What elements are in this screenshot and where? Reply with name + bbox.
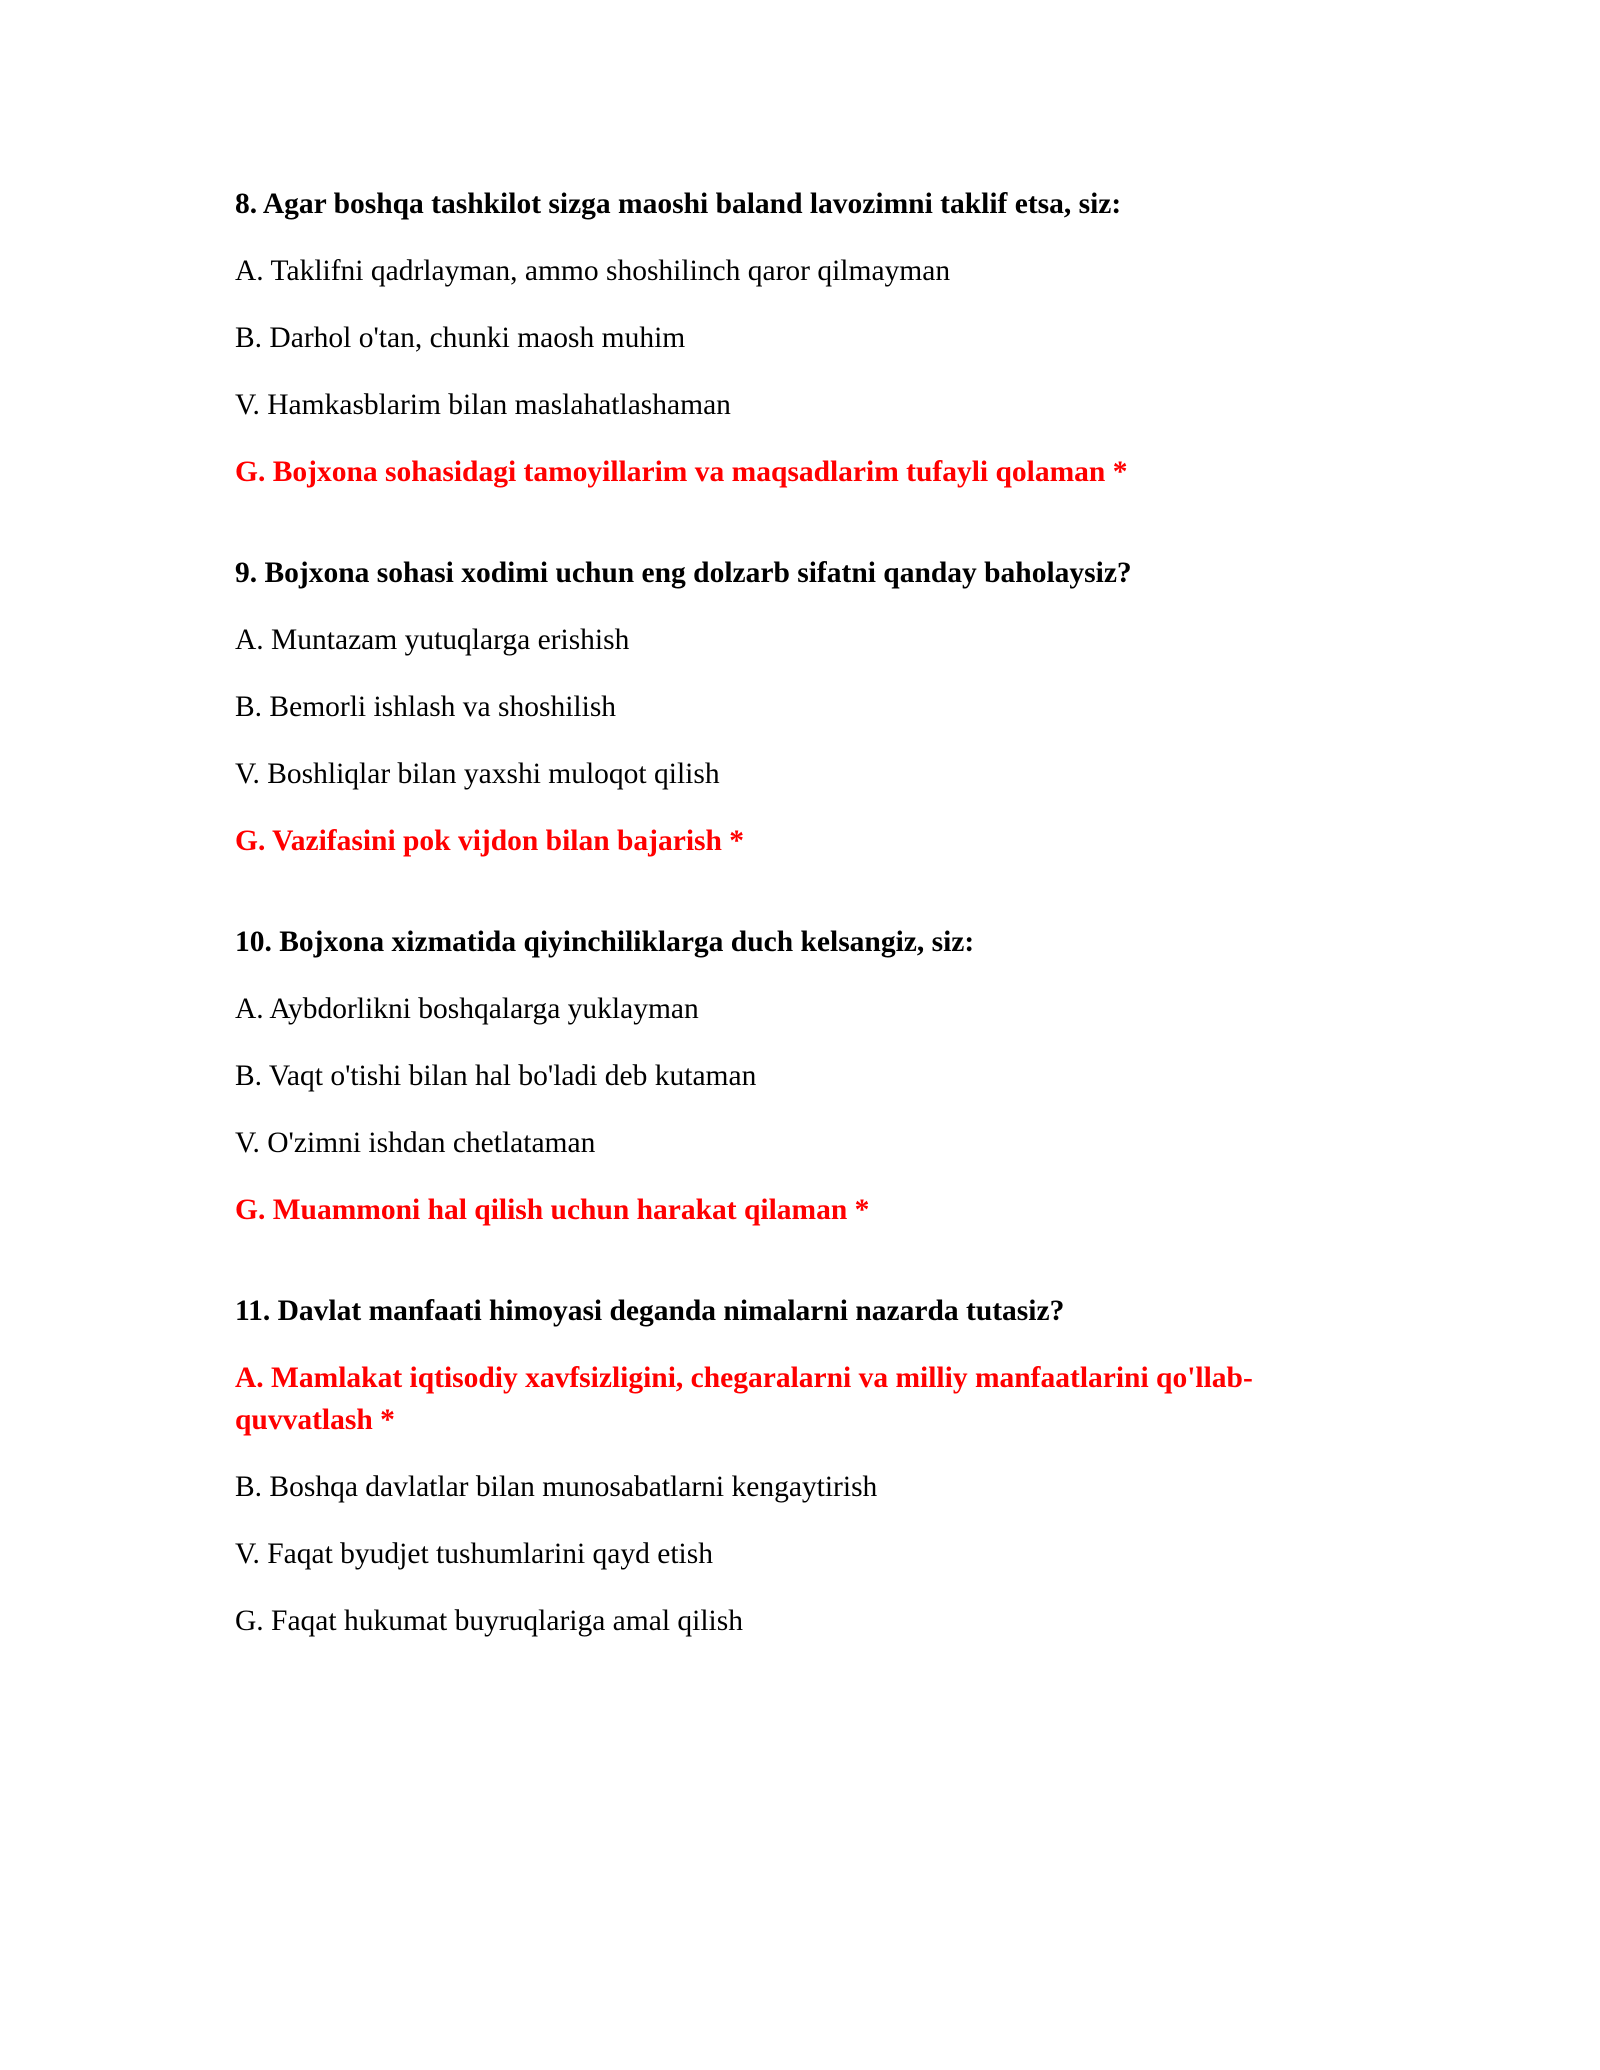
- question-block-11: [235, 1290, 1365, 1642]
- answer-option: V. Faqat byudjet tushumlarini qayd etish: [235, 1538, 713, 1570]
- answer-option: B. Darhol o'tan, chunki maosh muhim: [235, 322, 686, 354]
- answer-option: G. Faqat hukumat buyruqlariga amal qilish: [235, 1605, 743, 1637]
- answer-option: V. O'zimni ishdan chetlataman: [235, 1127, 596, 1159]
- correct-answer-option: G. Bojxona sohasidagi tamoyillarim va maqsadlarim tufayli qolaman *: [235, 456, 1128, 488]
- answer-option: B. Boshqa davlatlar bilan munosabatlarni kengaytirish: [235, 1471, 878, 1503]
- question-text: 8. Agar boshqa tashkilot sizga maoshi baland lavozimni taklif etsa, siz:: [235, 188, 1122, 220]
- answer-option: A. Muntazam yutuqlarga erishish: [235, 624, 630, 656]
- question-block-9: [235, 552, 1365, 862]
- question-text: 10. Bojxona xizmatida qiyinchiliklarga duch kelsangiz, siz:: [235, 926, 975, 958]
- question-text: 11. Davlat manfaati himoyasi deganda nimalarni nazarda tutasiz?: [235, 1295, 1065, 1327]
- answer-option: B. Bemorli ishlash va shoshilish: [235, 691, 617, 723]
- answer-option: V. Boshliqlar bilan yaxshi muloqot qilish: [235, 758, 720, 790]
- answer-option: V. Hamkasblarim bilan maslahatlashaman: [235, 389, 731, 421]
- question-text: 9. Bojxona sohasi xodimi uchun eng dolzarb sifatni qanday baholaysiz?: [235, 557, 1132, 589]
- question-block-10: [235, 921, 1365, 1231]
- answer-option: A. Taklifni qadrlayman, ammo shoshilinch qaror qilmayman: [235, 255, 951, 287]
- correct-answer-option: G. Vazifasini pok vijdon bilan bajarish *: [235, 825, 745, 857]
- question-block-8: [235, 183, 1365, 493]
- answer-option: A. Aybdorlikni boshqalarga yuklayman: [235, 993, 699, 1025]
- answer-option: B. Vaqt o'tishi bilan hal bo'ladi deb kutaman: [235, 1060, 757, 1092]
- quiz-content: [235, 183, 1365, 1701]
- correct-answer-option: A. Mamlakat iqtisodiy xavfsizligini, chegaralarni va milliy manfaatlarini qo'llab-quvvatlash *: [235, 1362, 1253, 1436]
- correct-answer-option: G. Muammoni hal qilish uchun harakat qilaman *: [235, 1194, 870, 1226]
